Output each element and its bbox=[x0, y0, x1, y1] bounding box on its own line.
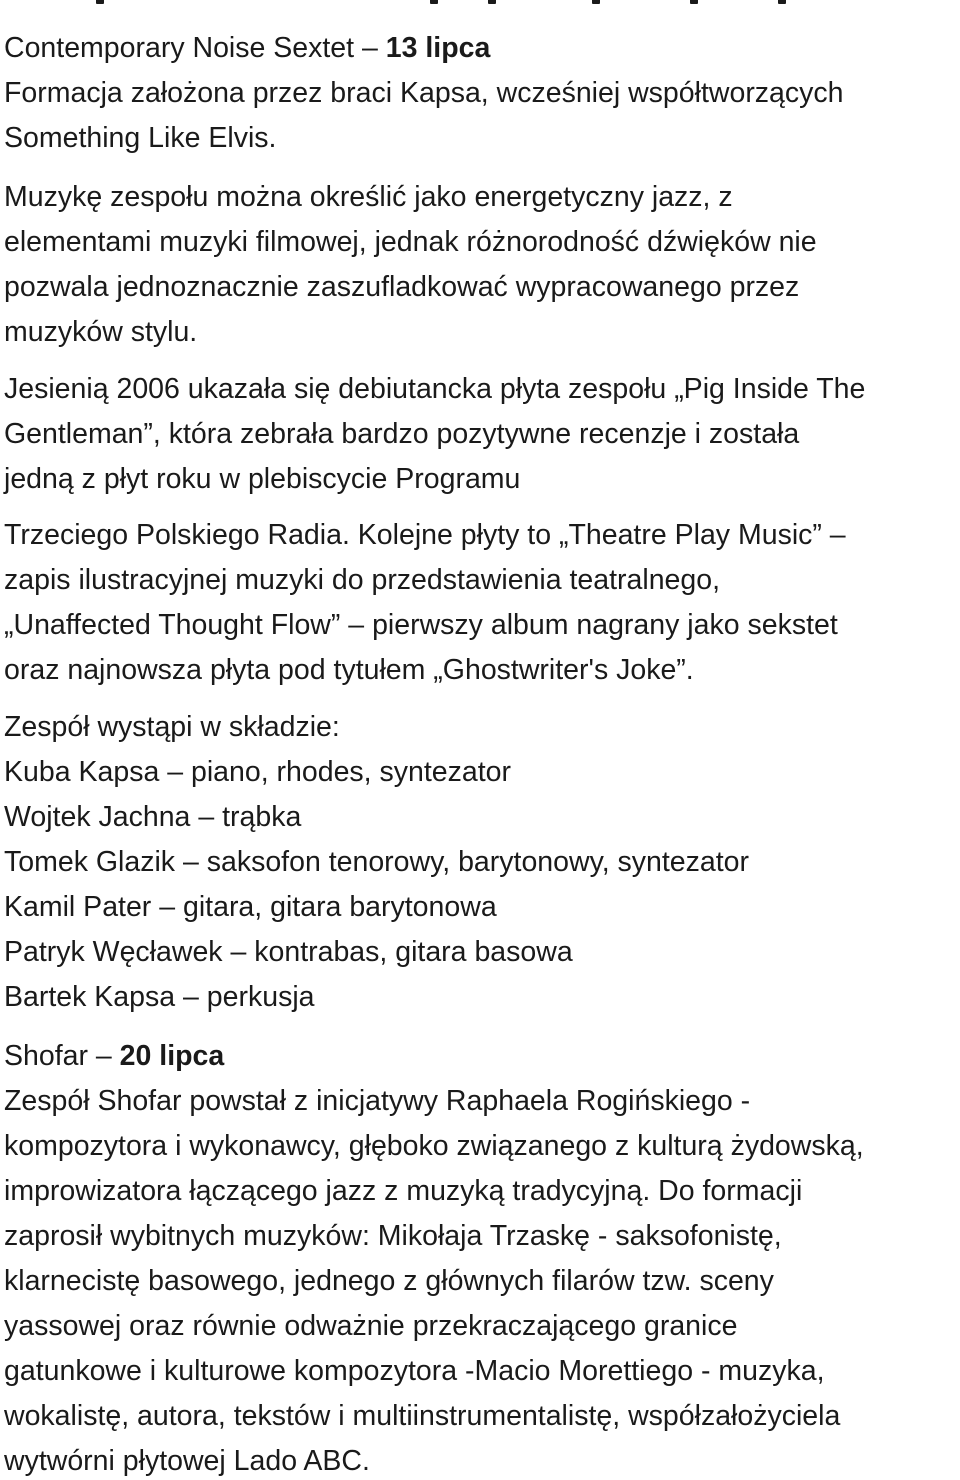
lineup-member: Bartek Kapsa – perkusja bbox=[4, 981, 315, 1013]
lineup-member: Wojtek Jachna – trąbka bbox=[4, 801, 302, 833]
paragraph-line: yassowej oraz równie odważnie przekraczającego granice bbox=[4, 1310, 738, 1342]
lineup-member: Kamil Pater – gitara, gitara barytonowa bbox=[4, 891, 497, 923]
event-heading-cns bbox=[4, 31, 490, 65]
heading-dash: – bbox=[87, 1040, 120, 1072]
lineup-member: Tomek Glazik – saksofon tenorowy, barytonowy, syntezator bbox=[4, 846, 750, 878]
paragraph-line: zapis ilustracyjnej muzyki do przedstawienia teatralnego, bbox=[4, 564, 721, 596]
cropped-previous-line bbox=[0, 0, 960, 6]
band-name: Shofar bbox=[4, 1040, 88, 1072]
paragraph-line: wokalistę, autora, tekstów i multiinstrumentalistę, współzałożyciela bbox=[4, 1400, 841, 1432]
paragraph-line: Jesienią 2006 ukazała się debiutancka płyta zespołu „Pig Inside The bbox=[4, 373, 866, 405]
event-date: 20 lipca bbox=[119, 1040, 225, 1072]
paragraph-line: Something Like Elvis. bbox=[4, 122, 277, 154]
paragraph-line: Muzykę zespołu można określić jako energetyczny jazz, z bbox=[4, 181, 733, 213]
event-heading-shofar bbox=[4, 1039, 224, 1073]
paragraph-line: zaprosił wybitnych muzyków: Mikołaja Trzaskę - saksofonistę, bbox=[4, 1220, 782, 1252]
paragraph-line: Formacja założona przez braci Kapsa, wcześniej współtworzących bbox=[4, 77, 844, 109]
paragraph-line: „Unaffected Thought Flow” – pierwszy album nagrany jako sekstet bbox=[4, 609, 838, 641]
paragraph-line: klarnecistę basowego, jednego z głównych filarów tzw. sceny bbox=[4, 1265, 774, 1297]
heading-dash: – bbox=[354, 32, 386, 64]
lineup-member: Patryk Węcławek – kontrabas, gitara basowa bbox=[4, 936, 573, 968]
paragraph-line: pozwala jednoznacznie zaszufladkować wypracowanego przez bbox=[4, 271, 800, 303]
event-date: 13 lipca bbox=[385, 32, 491, 64]
paragraph-line: muzyków stylu. bbox=[4, 316, 198, 348]
paragraph-line: gatunkowe i kulturowe kompozytora -Macio Morettiego - muzyka, bbox=[4, 1355, 825, 1387]
paragraph-line: elementami muzyki filmowej, jednak różnorodność dźwięków nie bbox=[4, 226, 817, 258]
paragraph-line: wytwórni płytowej Lado ABC. bbox=[4, 1445, 370, 1477]
paragraph-line: improwizatora łączącego jazz z muzyką tradycyjną. Do formacji bbox=[4, 1175, 803, 1207]
paragraph-line: kompozytora i wykonawcy, głęboko związanego z kulturą żydowską, bbox=[4, 1130, 864, 1162]
lineup-intro: Zespół wystąpi w składzie: bbox=[4, 711, 340, 743]
paragraph-line: Zespół Shofar powstał z inicjatywy Raphaela Rogińskiego - bbox=[4, 1085, 751, 1117]
lineup-member: Kuba Kapsa – piano, rhodes, syntezator bbox=[4, 756, 512, 788]
paragraph-line: oraz najnowsza płyta pod tytułem „Ghostwriter's Joke”. bbox=[4, 654, 694, 686]
paragraph-line: Gentleman”, która zebrała bardzo pozytywne recenzje i została bbox=[4, 418, 800, 450]
paragraph-line: jedną z płyt roku w plebiscycie Programu bbox=[4, 463, 521, 495]
band-name: Contemporary Noise Sextet bbox=[4, 32, 355, 64]
paragraph-line: Trzeciego Polskiego Radia. Kolejne płyty to „Theatre Play Music” – bbox=[4, 519, 846, 551]
